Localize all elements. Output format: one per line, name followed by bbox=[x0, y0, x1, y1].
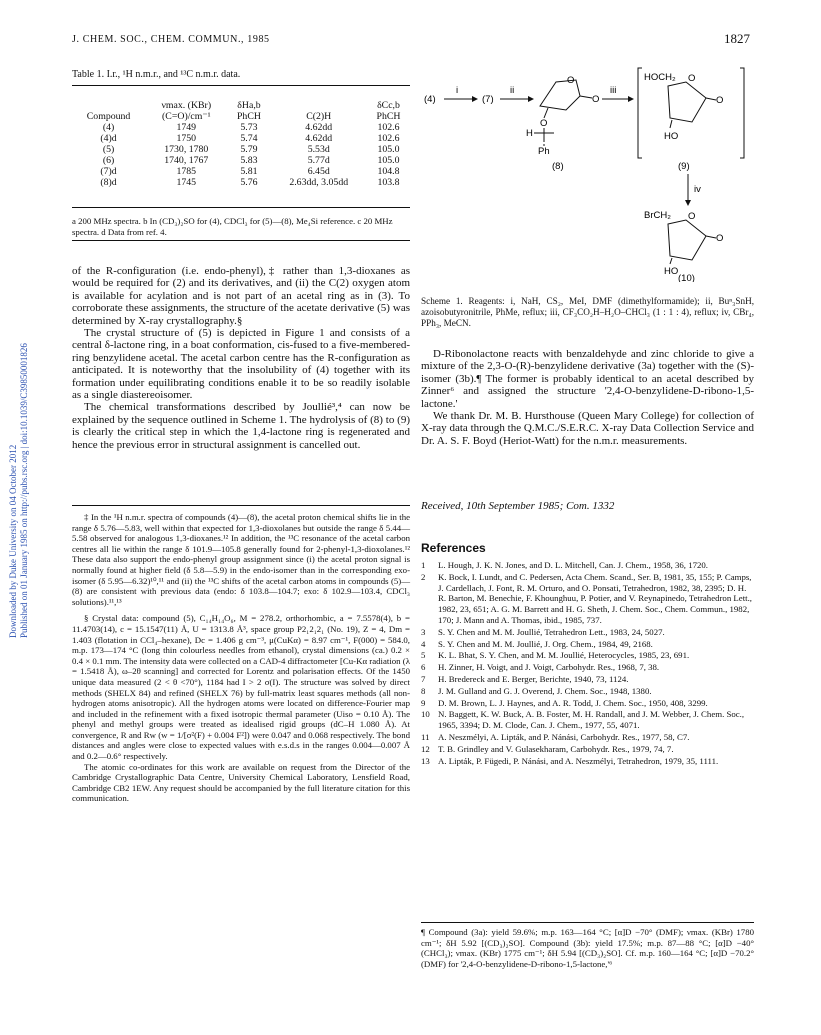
reaction-scheme bbox=[416, 60, 758, 282]
arrow-label-i: i bbox=[456, 85, 459, 96]
table-cell: 5.76 bbox=[240, 177, 258, 188]
table-row bbox=[72, 133, 410, 144]
reference-number: 13 bbox=[421, 755, 430, 766]
table-cell: (4) bbox=[102, 122, 115, 133]
download-sidebar bbox=[8, 286, 30, 646]
table-cell: Compound bbox=[86, 111, 131, 122]
reference-number: 8 bbox=[421, 685, 426, 696]
reference-number: 3 bbox=[421, 626, 426, 637]
table-row bbox=[72, 166, 410, 177]
reference-item bbox=[421, 572, 754, 626]
reference-item bbox=[421, 698, 754, 709]
reference-number: 9 bbox=[421, 697, 426, 708]
reference-item bbox=[421, 756, 754, 767]
data-table bbox=[72, 100, 410, 188]
arrow-label-iii: iii bbox=[610, 85, 617, 96]
table-cell: 103.8 bbox=[377, 177, 400, 188]
right-column-body bbox=[421, 348, 754, 447]
reference-number: 4 bbox=[421, 638, 426, 649]
acetal-o-8: O bbox=[540, 118, 548, 129]
table-bottom-rule bbox=[72, 207, 410, 208]
arrowhead-iii bbox=[628, 96, 634, 102]
footnote-crystal-data: § Crystal data: compound (5), C₁₄H₁₄O₆, M = 278.2, orthorhombic, a = 7.5578(4), b = 11.4703(14), c = 15.1547(11) Å, U = 1313.8 Å³, space group P2₁2₁2₁ (No. 19), Z = 4, Dm = 1.403 (flotation in CCl₄–hexane), Dc = 1.406 g cm⁻³, μ(CuKα) = 8.97 cm⁻¹, F(000) = 584.0, m.p. 173—174 °C (long thin colourless needles from ethanol), crystal dimensions (ca.) 0.2 × 0.4 × 0.1 mm. The intensity data were collected on a CAD-4 diffractometer [Cu-Kα radiation (λ = 1.5418 Å), ω–2θ scanning] and corrected for Lorentz and polarisation effects. Of the 1450 unique data measured (2 < θ <70°), 1184 had I > 2 σ(I). The structure was solved by direct methods (SHELX 84) and refined (SHELX 76) by full-matrix least squares methods (all non-hydrogen atoms anisotropic). All the hydrogen atoms were located on difference-Fourier map and included in the refinement with a fixed isotropic thermal parameter (Uiso = 0.10 Å). The phenyl and methyl groups were treated as idealised rigid groups (dC–H 1.080 Å). At convergence, R and Rw (w = 1/[σ²(F) + 0.004 F²]) were 0.047 and 0.068 respectively. The bond distances and angles were close to expected values with e.s.d.s in the ranges 0.004—0.007 Å and 0.2—0.6° respectively. bbox=[72, 613, 410, 762]
reference-text: T. B. Grindley and V. Gulasekharam, Carbohydr. Res., 1979, 74, 7. bbox=[438, 743, 674, 754]
table-cell: 1785 bbox=[176, 166, 197, 177]
reference-number: 7 bbox=[421, 673, 426, 684]
ph-group-8: Ph bbox=[538, 146, 550, 157]
hoch2-group: HOCH₂ bbox=[644, 72, 676, 83]
table-cell: (4)d bbox=[100, 133, 117, 144]
page-number: 1827 bbox=[724, 31, 750, 46]
table-cell: 102.6 bbox=[377, 122, 400, 133]
reference-item bbox=[421, 686, 754, 697]
table-cell: (C=O)/cm⁻¹ bbox=[162, 111, 211, 122]
paragraph: of the R-configuration (i.e. endo-phenyl),‡ rather than 1,3-dioxanes as would be required for (2) and its derivatives, and (ii) the C(2) oxygen atom is available for acylation and is not part of an acetal ring as in (3). To corroborate these assignments, the structure of the acetate derivative (5) was determined by X-ray crystallography.§ bbox=[72, 265, 410, 327]
table-cell: PhCH bbox=[236, 111, 261, 122]
table-cell: (6) bbox=[102, 155, 115, 166]
reference-item bbox=[421, 674, 754, 685]
table-cell: δCc,b bbox=[377, 100, 400, 111]
arrowhead-i bbox=[472, 96, 478, 102]
table-cell: 105.0 bbox=[377, 144, 400, 155]
table-row bbox=[72, 155, 410, 166]
scheme-compound-7: (7) bbox=[482, 94, 494, 105]
footnote-rule bbox=[72, 505, 410, 506]
scheme-compound-4: (4) bbox=[424, 94, 436, 105]
reference-text: A. Lipták, P. Fügedi, P. Nánási, and A. Neszmélyi, Tetrahedron, 1979, 35, 1111. bbox=[438, 755, 719, 766]
bracket-left bbox=[638, 68, 642, 158]
svg-text:O: O bbox=[688, 211, 696, 222]
table-cell: 102.6 bbox=[377, 133, 400, 144]
ho-group-9: HO bbox=[664, 131, 679, 142]
table-cell: 1740, 1767 bbox=[164, 155, 209, 166]
table-cell: 5.83 bbox=[240, 155, 258, 166]
table-cell: 5.77d bbox=[307, 155, 330, 166]
reference-text: A. Neszmélyi, A. Lipták, and P. Nánási, Carbohydr. Res., 1977, 58, C7. bbox=[438, 731, 690, 742]
reference-text: K. L. Bhat, S. Y. Chen, and M. M. Joullié, Heterocycles, 1985, 23, 691. bbox=[438, 650, 690, 661]
bracket-right bbox=[740, 68, 744, 158]
reference-text: H. Bredereck and E. Berger, Berichte, 1940, 73, 1124. bbox=[438, 673, 629, 684]
h-atom-8: H bbox=[526, 128, 533, 139]
reference-number: 1 bbox=[421, 560, 426, 570]
table-header-row bbox=[72, 111, 410, 122]
left-column-body bbox=[72, 265, 410, 451]
svg-text:O: O bbox=[716, 233, 724, 244]
reference-text: S. Y. Chen and M. M. Joullié, J. Org. Chem., 1984, 49, 2168. bbox=[438, 638, 653, 649]
left-footnotes bbox=[72, 512, 410, 804]
reference-text: K. Bock, I. Lundt, and C. Pedersen, Acta Chem. Scand., Ser. B, 1981, 35, 155; P. Camps, J. Cardellach, J. Font, R. M. Orturo, and O. Ponsati, Tetrahedron, 1982, 38, 2395; D. H. R. Barton, M. Benechie, F. Khounghuu, P. Potier, and V. Reynapinedo, Tetrahedron Lett., 1982, 23, 651; A. G. M. Barrett and H. G. Sheth, J. Chem. Soc., Chem. Commun., 1982, 170; J. Mann and A. Thomas, ibid., 1985, 737. bbox=[438, 571, 752, 625]
table-end-rule bbox=[72, 240, 410, 241]
table-cell bbox=[270, 100, 367, 111]
table-row bbox=[72, 144, 410, 155]
label-compound-9: (9) bbox=[678, 161, 690, 172]
reference-number: 2 bbox=[421, 571, 426, 582]
ho-group-10: HO bbox=[664, 266, 679, 277]
table-cell: 5.81 bbox=[240, 166, 258, 177]
table-cell: νmax. (KBr) bbox=[161, 100, 212, 111]
reference-item bbox=[421, 744, 754, 755]
ring-o-8: O bbox=[567, 75, 575, 86]
received-date: Received, 10th September 1985; Com. 1332 bbox=[421, 500, 615, 512]
structure-8 bbox=[526, 75, 599, 157]
paragraph: D-Ribonolactone reacts with benzaldehyde and zinc chloride to give a mixture of the 2,3-O-(R)-benzylidene derivative (3a) together with the (S)-isomer (3b).¶ The former is probably identical to an acetal described by Zinner⁶ and assigned the structure '2,4-O-benzylidene-D-ribono-1,5-lactone.' bbox=[421, 348, 754, 410]
paragraph: The chemical transformations described by Joullié³,⁴ can now be explained by the sequence outlined in Scheme 1. The hydrolysis of (8) to (9) is clearly the critical step in which the 1,4-lactone ring is regenerated and hence the previous error in structural assignment is cancelled out. bbox=[72, 401, 410, 451]
table-cell: 5.74 bbox=[240, 133, 258, 144]
structure-10 bbox=[644, 210, 723, 277]
structure-9 bbox=[644, 72, 723, 142]
reference-number: 12 bbox=[421, 743, 430, 754]
table-cell: δHa,b bbox=[237, 100, 261, 111]
table-cell: 1730, 1780 bbox=[164, 144, 209, 155]
table-row bbox=[72, 122, 410, 133]
reference-item bbox=[421, 732, 754, 743]
table-cell: 1745 bbox=[176, 177, 197, 188]
journal-header: J. CHEM. SOC., CHEM. COMMUN., 1985 bbox=[72, 34, 270, 45]
footnote-paragraph: ¶ Compound (3a): yield 59.6%; m.p. 163—164 °C; [α]D −70° (DMF); νmax. (KBr) 1780 cm⁻¹; δH 5.92 [(CD₃)₂SO]. Compound (3b): yield 17.5%; m.p. 87—88 °C; [α]D −40° (CHCl₃); νmax. (KBr) 1775 cm⁻¹; δH 5.94 [(CD₃)₂SO]. Cf. m.p. 160—164 °C; [α]D −70.2° (DMF) for '2,4-O-benzylidene-D-ribono-1,5-lactone,'⁶ bbox=[421, 927, 754, 969]
scheme-caption: Scheme 1. Reagents: i, NaH, CS₂, MeI, DMF (dimethylformamide); ii, Buⁿ₃SnH, azoisobutyronitrile, PhMe, reflux; iii, CF₃CO₂H–H₂O–CHCl₃ (1 : 1 : 4), reflux; iv, CBr₄, PPh₃, MeCN. bbox=[421, 296, 754, 328]
table-cell: (5) bbox=[102, 144, 115, 155]
brch2-group: BrCH₂ bbox=[644, 210, 671, 221]
reference-text: S. Y. Chen and M. M. Joullié, Tetrahedron Lett., 1983, 24, 5027. bbox=[438, 626, 665, 637]
reference-text: J. M. Gulland and G. J. Overend, J. Chem. Soc., 1948, 1380. bbox=[438, 685, 652, 696]
table-cell: 1750 bbox=[176, 133, 197, 144]
reference-item bbox=[421, 560, 754, 571]
table-top-rule bbox=[72, 85, 410, 86]
arrow-label-ii: ii bbox=[510, 85, 515, 96]
reference-number: 10 bbox=[421, 709, 430, 720]
table-cell bbox=[72, 100, 145, 111]
footnote-ccdc: The atomic co-ordinates for this work are available on request from the Director of the Cambridge Crystallographic Data Centre, University Chemical Laboratory, Lensfield Road, Cambridge CB2 1EW. Any request should be accompanied by the full literature citation for this communication. bbox=[72, 761, 410, 804]
table-cell: 5.79 bbox=[240, 144, 258, 155]
reference-item bbox=[421, 639, 754, 650]
references-list bbox=[421, 560, 754, 767]
arrowhead-iv bbox=[685, 200, 691, 206]
table-footnote: a 200 MHz spectra. b In (CD₃)₂SO for (4), CDCl₃ for (5)—(8), Me₄Si reference. c 20 MHz spectra. d Data from ref. 4. bbox=[72, 216, 393, 237]
downloaded-notice[interactable]: Downloaded by Duke University on 04 October 2012 bbox=[8, 444, 18, 638]
reference-text: L. Hough, J. K. N. Jones, and D. L. Mitchell, Can. J. Chem., 1958, 36, 1720. bbox=[438, 560, 708, 570]
reference-item bbox=[421, 650, 754, 661]
reference-item bbox=[421, 709, 754, 731]
table-cell: PhCH bbox=[376, 111, 401, 122]
reference-text: H. Zinner, H. Voigt, and J. Voigt, Carbohydr. Res., 1968, 7, 38. bbox=[438, 662, 660, 673]
table-cell: 5.73 bbox=[240, 122, 258, 133]
paragraph: The crystal structure of (5) is depicted in Figure 1 and consists of a central δ-lactone ring, in a boat conformation, cis-fused to a five-membered-ring benzylidene acetal. The acetal carbon centre has the R-configuration as anticipated. It is noteworthy that the insolubility of (4) together with its formation under equilibrating conditions enable it to be so readily isolable as a single diastereoisomer. bbox=[72, 327, 410, 402]
table-cell: (8)d bbox=[100, 177, 117, 188]
footnote-dagger: ‡ In the ¹H n.m.r. spectra of compounds (4)—(8), the acetal proton chemical shifts lie in the range δ 5.76—5.83, well within that expected for 1,3-dioxolanes but outside the range δ 5.44—5.58 observed for analogous 1,3-dioxanes.¹² In addition, the ¹³C resonance of the acetal carbon centres all lie within the range δ 101.9—105.8 generally found for 2-phenyl-1,3-dioxolanes.¹² These data also support the endo-phenyl group assignment since (i) the acetal proton signal is normally found at higher field (δ 5.8—5.9) in the endo-isomer than in the corresponding exo-isomer (δ 5.95—6.32)¹⁰,¹¹ and (ii) the ¹³C shifts of the acetal carbon atoms in compounds (5)—(8) are consistent with previous data (endo: δ 103.8—104.7; exo: δ 102.9—103.4, CDCl₃ solutions).¹¹,¹³ bbox=[72, 512, 410, 607]
reference-item bbox=[421, 627, 754, 638]
published-notice[interactable]: Published on 01 January 1985 on http://pubs.rsc.org | doi:10.1039/C39850001826 bbox=[19, 343, 29, 638]
table-cell: (7)d bbox=[100, 166, 117, 177]
references-heading: References bbox=[421, 541, 486, 555]
table-cell: 105.0 bbox=[377, 155, 400, 166]
svg-text:O: O bbox=[688, 73, 696, 84]
table-cell: 5.53d bbox=[307, 144, 330, 155]
reference-number: 6 bbox=[421, 662, 426, 673]
table-row bbox=[72, 177, 410, 188]
table-cell: C(2)H bbox=[306, 111, 332, 122]
reference-text: D. M. Brown, L. J. Haynes, and A. R. Todd, J. Chem. Soc., 1950, 408, 3299. bbox=[438, 697, 708, 708]
reference-text: N. Baggett, K. W. Buck, A. B. Foster, M. H. Randall, and J. M. Webber, J. Chem. Soc., 1965, 3394; D. M. Clode, Can. J. Chem., 1977, 55, 4071. bbox=[438, 709, 745, 731]
table-cell: 104.8 bbox=[377, 166, 400, 177]
table-header-row bbox=[72, 100, 410, 111]
table-cell: 6.45d bbox=[307, 166, 330, 177]
paragraph: We thank Dr. M. B. Hursthouse (Queen Mary College) for collection of X-ray data through the Q.M.C./S.E.R.C. X-ray Data Collection Service and Dr. A. S. F. Boyd (Heriot-Watt) for the n.m.r. measurements. bbox=[421, 410, 754, 447]
arrowhead-ii bbox=[528, 96, 534, 102]
right-footnote-rule bbox=[421, 922, 754, 923]
table-cell: 4.62dd bbox=[305, 133, 333, 144]
label-compound-8: (8) bbox=[552, 161, 564, 172]
reference-item bbox=[421, 662, 754, 673]
reference-number: 5 bbox=[421, 650, 426, 661]
table-cell: 2.63dd, 3.05dd bbox=[289, 177, 349, 188]
label-compound-10: (10) bbox=[678, 273, 695, 282]
arrow-label-iv: iv bbox=[694, 184, 701, 195]
carbonyl-o-8: O bbox=[592, 94, 600, 105]
table-cell: 4.62dd bbox=[305, 122, 333, 133]
svg-text:O: O bbox=[716, 95, 724, 106]
reference-number: 11 bbox=[421, 731, 430, 742]
table-title: Table 1. I.r., ¹H n.m.r., and ¹³C n.m.r. data. bbox=[72, 69, 241, 80]
table-cell: 1749 bbox=[176, 122, 197, 133]
